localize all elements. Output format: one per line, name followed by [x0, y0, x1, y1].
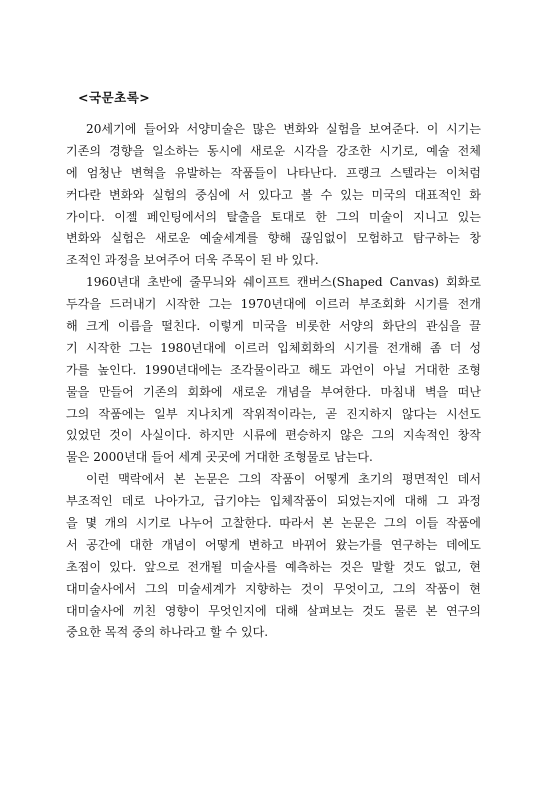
paragraph-1-line-1: 20세기에 들어와 서양미술은 많은 변화와 실험을 보여준다. 이 시기는 — [86, 122, 481, 136]
paragraph-3-line-8: 중요한 목적 중의 하나라고 할 수 있다. — [66, 625, 269, 640]
paragraph-3-line-3: 을 몇 개의 시기로 나누어 고찰한다. 따라서 본 논문은 그의 이들 작품에 — [66, 516, 481, 531]
paragraph-3-line-7: 대미술사에 끼친 영향이 무엇인지에 대해 살펴보는 것도 물론 본 연구의 — [66, 603, 481, 618]
paragraph-1-line-7: 조적인 과정을 보여주어 더욱 주목이 된 바 있다. — [66, 253, 319, 268]
paragraph-2-line-8: 있었던 것이 사실이다. 하지만 시류에 편승하지 않은 그의 지속적인 창작 — [66, 428, 481, 443]
paragraph-1-line-3: 에 엄청난 변혁을 유발하는 작품들이 나타난다. 프랭크 스텔라는 이처럼 — [66, 165, 481, 180]
paragraph-1-line-5: 가이다. 이젤 페인팅에서의 탈출을 토대로 한 그의 미술이 지니고 있는 — [66, 209, 481, 224]
paragraph-2-line-5: 가를 높인다. 1990년대에는 조각물이라고 해도 과언이 아닐 거대한 조형 — [66, 362, 481, 377]
paragraph-2-line-3: 해 크게 이름을 떨친다. 이렇게 미국을 비롯한 서양의 화단의 관심을 끌 — [66, 319, 481, 334]
paragraph-2-line-6: 물을 만들어 기존의 회화에 새로운 개념을 부여한다. 마침내 벽을 떠난 — [66, 384, 481, 399]
paragraph-2-line-4: 기 시작한 그는 1980년대에 이르러 입체회화의 시기를 전개해 좀 더 성 — [66, 340, 481, 355]
paragraph-3-line-2: 부조적인 데로 나아가고, 급기야는 입체작품이 되었는지에 대해 그 과정 — [66, 494, 481, 509]
paragraph-1-line-6: 변화와 실험은 새로운 예술세계를 향해 끊임없이 모험하고 탐구하는 창 — [66, 231, 481, 246]
paragraph-2-line-7: 그의 작품에는 일부 지나치게 작위적이라는, 곧 진지하지 않다는 시선도 — [66, 406, 481, 421]
paragraph-1-line-4: 커다란 변화와 실험의 중심에 서 있다고 볼 수 있는 미국의 대표적인 화 — [66, 187, 481, 202]
abstract-heading: <국문초록> — [78, 90, 151, 105]
paragraph-3-line-4: 서 공간에 대한 개념이 어떻게 변하고 바뀌어 왔는가를 연구하는 데에도 — [66, 537, 481, 552]
paragraph-2-line-9: 물은 2000년대 들어 세계 곳곳에 거대한 조형물로 남는다. — [66, 450, 373, 465]
paragraph-2-line-2: 두각을 드러내기 시작한 그는 1970년대에 이르러 부조회화 시기를 전개 — [66, 297, 481, 312]
paragraph-2-line-1: 1960년대 초반에 줄무늬와 쉐이프트 캔버스(Shaped Canvas) 회화로 — [86, 275, 481, 290]
paragraph-3-line-5: 초점이 있다. 앞으로 전개될 미술사를 예측하는 것은 말할 것도 없고, 현 — [66, 559, 481, 574]
paragraph-3-line-6: 대미술사에서 그의 미술세계가 지향하는 것이 무엇이고, 그의 작품이 현 — [66, 581, 481, 596]
abstract-body — [66, 119, 481, 644]
paragraph-3-line-1: 이런 맥락에서 본 논문은 그의 작품이 어떻게 초기의 평면적인 데서 — [86, 472, 481, 487]
paragraph-1-line-2: 기존의 경향을 일소하는 동시에 새로운 시각을 강조한 시기로, 예술 전체 — [66, 143, 481, 158]
